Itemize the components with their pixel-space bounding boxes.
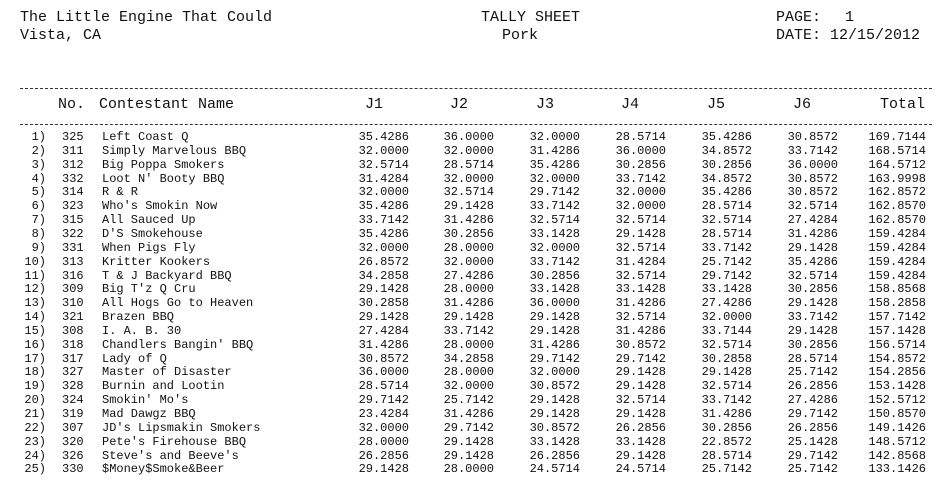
row-rank: 12) (24, 282, 46, 297)
table-row (0, 185, 950, 199)
judge-2-score: 28.0000 (443, 337, 494, 352)
row-rank: 16) (24, 337, 46, 352)
judge-2-score: 32.0000 (443, 143, 494, 158)
judge-2-score: 29.1428 (443, 434, 494, 449)
contestant-name: Kritter Kookers (102, 254, 211, 269)
judge-4-score: 33.1428 (615, 434, 666, 449)
judge-6-score: 30.8572 (787, 185, 838, 200)
contestant-name: When Pigs Fly (102, 240, 196, 255)
total-score: 154.2856 (868, 365, 926, 380)
judge-2-score: 32.5714 (443, 185, 494, 200)
contestant-name: Burnin and Lootin (102, 379, 225, 394)
contestant-name: All Sauced Up (102, 213, 196, 228)
judge-1-score: 29.7142 (358, 393, 409, 408)
total-score: 148.5712 (868, 434, 926, 449)
row-rank: 19) (24, 379, 46, 394)
row-rank: 9) (31, 240, 46, 255)
judge-2-score: 28.0000 (443, 282, 494, 297)
table-row (0, 213, 950, 227)
contestant-number: 327 (62, 365, 84, 380)
judge-6-score: 25.7142 (787, 462, 838, 477)
judge-6-score: 35.4286 (787, 254, 838, 269)
total-score: 150.8570 (868, 407, 926, 421)
contestant-number: 308 (62, 323, 84, 338)
row-rank: 1) (31, 130, 46, 144)
judge-5-score: 27.4286 (701, 296, 752, 311)
judge-6-score: 28.5714 (787, 351, 838, 366)
judge-4-score: 29.1428 (615, 448, 666, 463)
column-header-no: No. (58, 96, 86, 113)
contestant-name: D'S Smokehouse (102, 226, 203, 241)
judge-6-score: 26.2856 (787, 379, 838, 394)
judge-1-score: 31.4284 (358, 171, 409, 186)
judge-6-score: 30.8572 (787, 130, 838, 144)
judge-3-score: 29.1428 (529, 393, 580, 408)
total-score: 156.5714 (868, 337, 926, 352)
row-rank: 6) (31, 199, 46, 214)
judge-5-score: 35.4286 (701, 185, 752, 200)
judge-1-score: 35.4286 (358, 130, 409, 144)
judge-1-score: 32.0000 (358, 143, 409, 158)
judge-1-score: 29.1428 (358, 310, 409, 325)
judge-2-score: 31.4286 (443, 296, 494, 311)
judge-2-score: 28.0000 (443, 240, 494, 255)
table-row (0, 421, 950, 435)
judge-3-score: 31.4286 (529, 143, 580, 158)
judge-4-score: 32.0000 (615, 199, 666, 214)
row-rank: 5) (31, 185, 46, 200)
row-rank: 17) (24, 351, 46, 366)
judge-5-score: 25.7142 (701, 254, 752, 269)
judge-1-score: 27.4284 (358, 323, 409, 338)
judge-1-score: 33.7142 (358, 213, 409, 228)
column-header-j4: J4 (621, 96, 640, 113)
judge-1-score: 28.0000 (358, 434, 409, 449)
judge-6-score: 30.2856 (787, 282, 838, 297)
total-score: 164.5712 (868, 157, 926, 172)
judge-3-score: 24.5714 (529, 462, 580, 477)
judge-1-score: 32.0000 (358, 240, 409, 255)
table-row (0, 449, 950, 463)
total-score: 158.8568 (868, 282, 926, 297)
total-score: 149.1426 (868, 420, 926, 435)
contestant-number: 311 (62, 143, 84, 158)
total-score: 159.4284 (868, 240, 926, 255)
row-rank: 2) (31, 143, 46, 158)
judge-4-score: 32.5714 (615, 240, 666, 255)
contestant-name: $Money$Smoke&Beer (102, 462, 225, 477)
judge-2-score: 27.4286 (443, 268, 494, 283)
judge-4-score: 24.5714 (615, 462, 666, 477)
row-rank: 7) (31, 213, 46, 228)
contestant-number: 319 (62, 407, 84, 421)
judge-1-score: 32.0000 (358, 185, 409, 200)
row-rank: 4) (31, 171, 46, 186)
table-row (0, 407, 950, 421)
table-row (0, 365, 950, 379)
judge-2-score: 25.7142 (443, 393, 494, 408)
judge-3-score: 29.7142 (529, 351, 580, 366)
judge-3-score: 26.2856 (529, 448, 580, 463)
judge-1-score: 35.4286 (358, 199, 409, 214)
column-header-j5: J5 (707, 96, 726, 113)
judge-3-score: 30.8572 (529, 379, 580, 394)
judge-5-score: 30.2856 (701, 157, 752, 172)
judge-5-score: 29.1428 (701, 365, 752, 380)
total-score: 162.8572 (868, 185, 926, 200)
judge-1-score: 28.5714 (358, 379, 409, 394)
judge-5-score: 28.5714 (701, 226, 752, 241)
company-name: The Little Engine That Could (20, 9, 273, 26)
judge-2-score: 28.0000 (443, 462, 494, 477)
judge-6-score: 27.4286 (787, 393, 838, 408)
judge-5-score: 32.0000 (701, 310, 752, 325)
table-row (0, 324, 950, 338)
contestant-name: Chandlers Bangin' BBQ (102, 337, 254, 352)
contestant-number: 315 (62, 213, 84, 228)
row-rank: 25) (24, 462, 46, 477)
judge-4-score: 31.4286 (615, 323, 666, 338)
contestant-name: Big Poppa Smokers (102, 157, 225, 172)
total-score: 152.5712 (868, 393, 926, 408)
column-header-j6: J6 (793, 96, 812, 113)
judge-6-score: 32.5714 (787, 268, 838, 283)
judge-3-score: 32.0000 (529, 365, 580, 380)
judge-3-score: 33.1428 (529, 282, 580, 297)
contestant-number: 318 (62, 337, 84, 352)
judge-6-score: 32.5714 (787, 199, 838, 214)
contestant-name: I. A. B. 30 (102, 323, 182, 338)
judge-4-score: 26.2856 (615, 420, 666, 435)
judge-2-score: 29.7142 (443, 420, 494, 435)
judge-1-score: 35.4286 (358, 226, 409, 241)
contestant-number: 330 (62, 462, 84, 477)
total-score: 163.9998 (868, 171, 926, 186)
contestant-name: Lady of Q (102, 351, 167, 366)
judge-2-score: 29.1428 (443, 448, 494, 463)
judge-2-score: 32.0000 (443, 254, 494, 269)
judge-4-score: 30.2856 (615, 157, 666, 172)
column-header-j2: J2 (450, 96, 469, 113)
judge-5-score: 33.7142 (701, 393, 752, 408)
contestant-name: Big T'z Q Cru (102, 282, 196, 297)
contestant-number: 332 (62, 171, 84, 186)
judge-2-score: 31.4286 (443, 213, 494, 228)
row-rank: 21) (24, 407, 46, 421)
judge-5-score: 30.2858 (701, 351, 752, 366)
judge-6-score: 36.0000 (787, 157, 838, 172)
judge-4-score: 31.4284 (615, 254, 666, 269)
judge-4-score: 29.1428 (615, 365, 666, 380)
judge-6-score: 31.4286 (787, 226, 838, 241)
top-divider (20, 88, 932, 89)
contestant-number: 313 (62, 254, 84, 269)
judge-5-score: 34.8572 (701, 143, 752, 158)
page-number: 1 (845, 9, 855, 26)
judge-6-score: 29.1428 (787, 323, 838, 338)
total-score: 157.1428 (868, 323, 926, 338)
judge-3-score: 33.7142 (529, 199, 580, 214)
contestant-name: Who's Smokin Now (102, 199, 218, 214)
table-row (0, 227, 950, 241)
contestant-name: T & J Backyard BBQ (102, 268, 232, 283)
judge-4-score: 31.4286 (615, 296, 666, 311)
contestant-number: 324 (62, 393, 84, 408)
judge-2-score: 30.2856 (443, 226, 494, 241)
judge-2-score: 29.1428 (443, 199, 494, 214)
contestant-name: Smokin' Mo's (102, 393, 189, 408)
contestant-number: 316 (62, 268, 84, 283)
row-rank: 3) (31, 157, 46, 172)
judge-4-score: 28.5714 (615, 130, 666, 144)
judge-3-score: 33.1428 (529, 226, 580, 241)
judge-3-score: 29.1428 (529, 323, 580, 338)
judge-4-score: 32.5714 (615, 213, 666, 228)
judge-5-score: 32.5714 (701, 213, 752, 228)
contestant-number: 317 (62, 351, 84, 366)
contestant-name: JD's Lipsmakin Smokers (102, 420, 261, 435)
contestant-name: Loot N' Booty BBQ (102, 171, 225, 186)
table-row (0, 379, 950, 393)
judge-2-score: 32.0000 (443, 379, 494, 394)
row-rank: 8) (31, 226, 46, 241)
table-row (0, 158, 950, 172)
total-score: 159.4284 (868, 254, 926, 269)
judge-5-score: 30.2856 (701, 420, 752, 435)
table-row (0, 172, 950, 186)
table-row (0, 255, 950, 269)
table-row (0, 296, 950, 310)
judge-1-score: 32.5714 (358, 157, 409, 172)
row-rank: 15) (24, 323, 46, 338)
total-score: 154.8572 (868, 351, 926, 366)
total-score: 153.1428 (868, 379, 926, 394)
table-row (0, 199, 950, 213)
judge-2-score: 28.5714 (443, 157, 494, 172)
judge-6-score: 33.7142 (787, 143, 838, 158)
contestant-name: Simply Marvelous BBQ (102, 143, 247, 158)
table-row (0, 144, 950, 158)
judge-6-score: 27.4284 (787, 213, 838, 228)
contestant-number: 314 (62, 185, 84, 200)
judge-5-score: 22.8572 (701, 434, 752, 449)
row-rank: 24) (24, 448, 46, 463)
judge-6-score: 29.7142 (787, 407, 838, 421)
total-score: 168.5714 (868, 143, 926, 158)
judge-5-score: 33.7142 (701, 240, 752, 255)
contestant-name: R & R (102, 185, 139, 200)
judge-4-score: 32.0000 (615, 185, 666, 200)
table-row (0, 352, 950, 366)
judge-1-score: 26.8572 (358, 254, 409, 269)
judge-6-score: 25.7142 (787, 365, 838, 380)
contestant-name: Mad Dawgz BBQ (102, 407, 196, 421)
total-score: 142.8568 (868, 448, 926, 463)
judge-2-score: 34.2858 (443, 351, 494, 366)
judge-5-score: 32.5714 (701, 337, 752, 352)
judge-6-score: 30.2856 (787, 337, 838, 352)
row-rank: 20) (24, 393, 46, 408)
table-row (0, 241, 950, 255)
judge-1-score: 32.0000 (358, 420, 409, 435)
contestant-name: All Hogs Go to Heaven (102, 296, 254, 311)
contestant-name: Steve's and Beeve's (102, 448, 239, 463)
judge-6-score: 33.7142 (787, 310, 838, 325)
judge-3-score: 31.4286 (529, 337, 580, 352)
judge-2-score: 31.4286 (443, 407, 494, 421)
judge-4-score: 33.7142 (615, 171, 666, 186)
judge-3-score: 32.0000 (529, 130, 580, 144)
contestant-name: Brazen BBQ (102, 310, 175, 325)
contestant-number: 307 (62, 420, 84, 435)
judge-1-score: 29.1428 (358, 462, 409, 477)
row-rank: 11) (24, 268, 46, 283)
judge-1-score: 30.2858 (358, 296, 409, 311)
judge-4-score: 29.7142 (615, 351, 666, 366)
judge-4-score: 29.1428 (615, 226, 666, 241)
judge-4-score: 29.1428 (615, 379, 666, 394)
judge-3-score: 32.5714 (529, 213, 580, 228)
table-row (0, 130, 950, 144)
judge-6-score: 29.7142 (787, 448, 838, 463)
judge-1-score: 31.4286 (358, 337, 409, 352)
judge-6-score: 30.8572 (787, 171, 838, 186)
table-row (0, 282, 950, 296)
judge-6-score: 29.1428 (787, 296, 838, 311)
column-header-total: Total (880, 96, 926, 113)
judge-2-score: 33.7142 (443, 323, 494, 338)
judge-5-score: 28.5714 (701, 448, 752, 463)
contestant-number: 325 (62, 130, 84, 144)
contestant-number: 320 (62, 434, 84, 449)
row-rank: 22) (24, 420, 46, 435)
table-row (0, 338, 950, 352)
table-row (0, 462, 950, 476)
page-label: PAGE: (776, 9, 822, 26)
sheet-title: TALLY SHEET (481, 9, 581, 26)
judge-4-score: 33.1428 (615, 282, 666, 297)
judge-5-score: 32.5714 (701, 379, 752, 394)
judge-2-score: 28.0000 (443, 365, 494, 380)
table-row (0, 310, 950, 324)
judge-3-score: 36.0000 (529, 296, 580, 311)
total-score: 157.7142 (868, 310, 926, 325)
contestant-name: Pete's Firehouse BBQ (102, 434, 247, 449)
judge-1-score: 30.8572 (358, 351, 409, 366)
contestant-number: 309 (62, 282, 84, 297)
total-score: 159.4284 (868, 268, 926, 283)
judge-6-score: 25.1428 (787, 434, 838, 449)
judge-3-score: 29.1428 (529, 407, 580, 421)
judge-1-score: 29.1428 (358, 282, 409, 297)
judge-4-score: 29.1428 (615, 407, 666, 421)
contestant-number: 326 (62, 448, 84, 463)
column-header-j3: J3 (536, 96, 555, 113)
contestant-number: 331 (62, 240, 84, 255)
category-name: Pork (502, 27, 539, 44)
judge-6-score: 29.1428 (787, 240, 838, 255)
contestant-name: Left Coast Q (102, 130, 189, 144)
judge-4-score: 32.5714 (615, 268, 666, 283)
contestant-number: 322 (62, 226, 84, 241)
contestant-number: 321 (62, 310, 84, 325)
judge-6-score: 26.2856 (787, 420, 838, 435)
contestant-number: 310 (62, 296, 84, 311)
judge-3-score: 33.7142 (529, 254, 580, 269)
judge-4-score: 32.5714 (615, 310, 666, 325)
contestant-number: 328 (62, 379, 84, 394)
total-score: 133.1426 (868, 462, 926, 477)
header-divider (20, 124, 932, 125)
judge-1-score: 34.2858 (358, 268, 409, 283)
column-header-j1: J1 (365, 96, 384, 113)
judge-5-score: 35.4286 (701, 130, 752, 144)
judge-5-score: 25.7142 (701, 462, 752, 477)
judge-2-score: 29.1428 (443, 310, 494, 325)
judge-5-score: 33.1428 (701, 282, 752, 297)
row-rank: 14) (24, 310, 46, 325)
row-rank: 18) (24, 365, 46, 380)
table-row (0, 269, 950, 283)
total-score: 162.8570 (868, 213, 926, 228)
row-rank: 10) (24, 254, 46, 269)
row-rank: 23) (24, 434, 46, 449)
judge-5-score: 34.8572 (701, 171, 752, 186)
judge-3-score: 32.0000 (529, 171, 580, 186)
judge-3-score: 30.8572 (529, 420, 580, 435)
company-location: Vista, CA (20, 27, 102, 44)
judge-3-score: 29.1428 (529, 310, 580, 325)
date-label: DATE: (776, 27, 822, 44)
judge-4-score: 32.5714 (615, 393, 666, 408)
total-score: 158.2858 (868, 296, 926, 311)
contestant-number: 323 (62, 199, 84, 214)
total-score: 159.4284 (868, 226, 926, 241)
judge-2-score: 36.0000 (443, 130, 494, 144)
judge-3-score: 32.0000 (529, 240, 580, 255)
judge-3-score: 33.1428 (529, 434, 580, 449)
column-header-name: Contestant Name (99, 96, 235, 113)
table-row (0, 435, 950, 449)
judge-5-score: 33.7144 (701, 323, 752, 338)
judge-4-score: 30.8572 (615, 337, 666, 352)
judge-3-score: 30.2856 (529, 268, 580, 283)
table-row (0, 393, 950, 407)
contestant-name: Master of Disaster (102, 365, 232, 380)
total-score: 162.8570 (868, 199, 926, 214)
judge-4-score: 36.0000 (615, 143, 666, 158)
judge-5-score: 31.4286 (701, 407, 752, 421)
judge-2-score: 32.0000 (443, 171, 494, 186)
total-score: 169.7144 (868, 130, 926, 144)
row-rank: 13) (24, 296, 46, 311)
judge-5-score: 28.5714 (701, 199, 752, 214)
date-value: 12/15/2012 (830, 27, 921, 44)
contestant-number: 312 (62, 157, 84, 172)
judge-1-score: 36.0000 (358, 365, 409, 380)
judge-5-score: 29.7142 (701, 268, 752, 283)
judge-1-score: 26.2856 (358, 448, 409, 463)
judge-3-score: 35.4286 (529, 157, 580, 172)
judge-1-score: 23.4284 (358, 407, 409, 421)
judge-3-score: 29.7142 (529, 185, 580, 200)
